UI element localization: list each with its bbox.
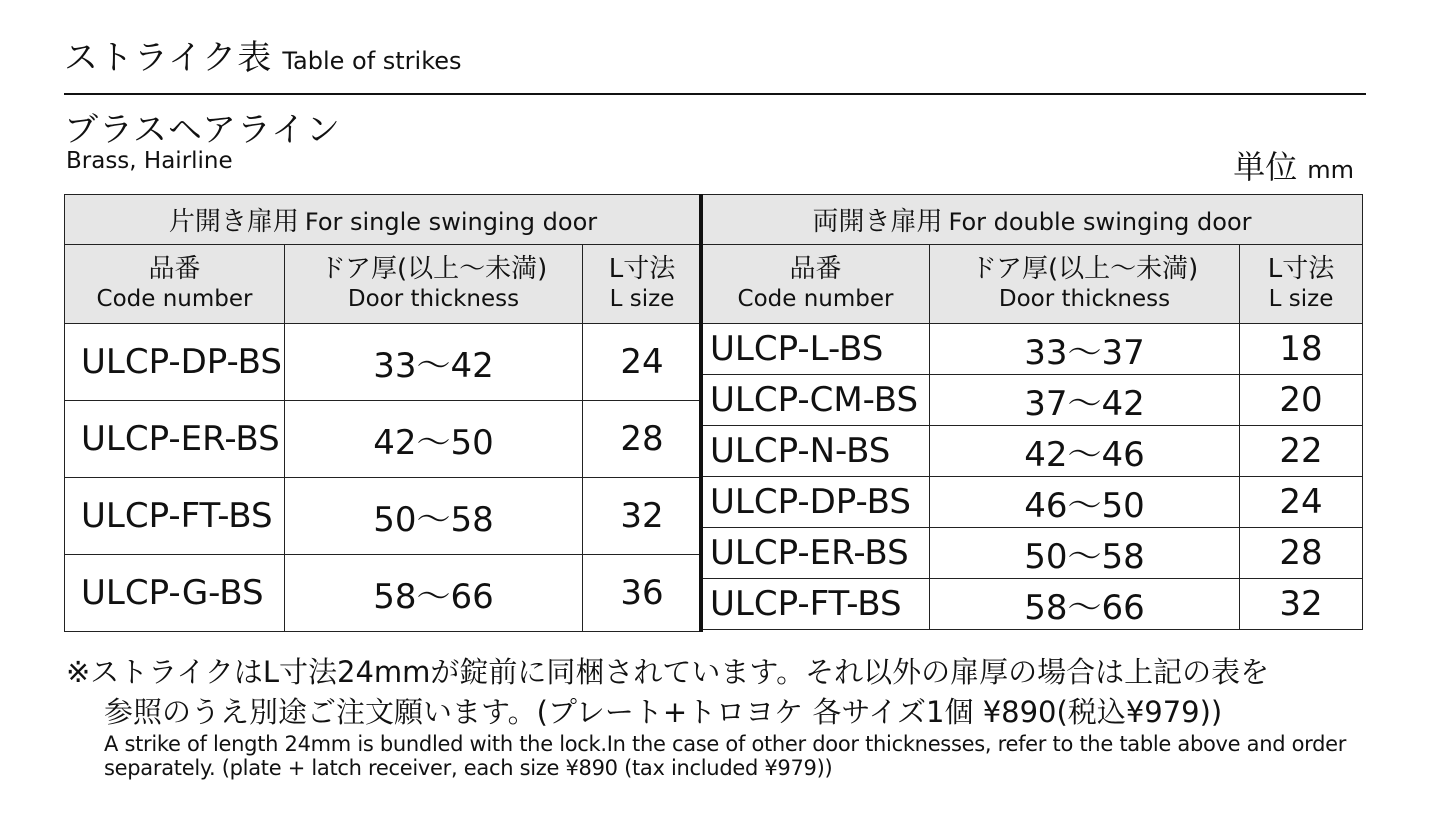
table-row [65,401,702,478]
thickness-cell: 46〜50 [930,477,1240,528]
table-row [702,324,1363,375]
code-cell: ULCP-ER-BS [702,528,930,579]
col-header-lsize [583,245,702,324]
code-cell: ULCP-DP-BS [65,324,285,401]
lsize-cell: 28 [1240,528,1363,579]
thickness-cell: 58〜66 [285,555,583,632]
thickness-cell: 50〜58 [285,478,583,555]
table-row [702,426,1363,477]
unit-en: mm [1307,156,1354,184]
col-thickness-en: Door thickness [998,286,1171,312]
note-jp-line1: ※ストライクはL寸法24mmが錠前に同梱されています。それ以外の扉厚の場合は上記の表を [66,655,1270,689]
code-cell: ULCP-N-BS [702,426,930,477]
col-lsize-en: L size [609,286,675,312]
unit-label [1233,142,1354,188]
double-door-table [701,194,1363,630]
single-heading-jp: 片開き扉用 [168,207,299,237]
thickness-cell: 37〜42 [930,375,1240,426]
single-door-table [64,194,702,632]
col-thickness-jp: ドア厚(以上〜未満) [319,254,548,284]
table-row [702,375,1363,426]
thickness-cell: 58〜66 [930,579,1240,630]
col-header-code [65,245,285,324]
col-code-en: Code number [737,286,894,312]
thickness-cell: 42〜46 [930,426,1240,477]
lsize-cell: 32 [583,478,702,555]
finish-heading-en: Brass, Hairline [66,148,233,174]
col-header-code [702,245,930,324]
table-row [65,324,702,401]
table-row [702,477,1363,528]
col-header-thickness [285,245,583,324]
double-heading-jp: 両開き扉用 [812,207,943,237]
code-cell: ULCP-G-BS [65,555,285,632]
code-cell: ULCP-FT-BS [702,579,930,630]
double-door-heading [702,195,1363,245]
col-code-jp: 品番 [789,254,842,284]
lsize-cell: 24 [1240,477,1363,528]
code-cell: ULCP-L-BS [702,324,930,375]
lsize-cell: 18 [1240,324,1363,375]
col-lsize-jp: L寸法 [1267,254,1335,284]
page-title [64,30,462,79]
title-jp: ストライク表 [64,38,273,78]
single-door-heading [65,195,702,245]
title-en: Table of strikes [282,47,462,75]
thickness-cell: 33〜37 [930,324,1240,375]
table-row [65,555,702,632]
finish-heading-jp: ブラスヘアライン [64,110,341,150]
code-cell: ULCP-ER-BS [65,401,285,478]
table-divider [699,194,703,632]
col-header-thickness [930,245,1240,324]
unit-jp: 単位 [1233,148,1298,186]
col-thickness-jp: ドア厚(以上〜未満) [970,254,1199,284]
code-cell: ULCP-FT-BS [65,478,285,555]
table-row [702,528,1363,579]
single-heading-en: For single swinging door [304,208,598,236]
col-lsize-en: L size [1268,286,1334,312]
table-row [65,478,702,555]
col-code-jp: 品番 [148,254,201,284]
col-code-en: Code number [96,286,253,312]
lsize-cell: 28 [583,401,702,478]
code-cell: ULCP-DP-BS [702,477,930,528]
col-header-lsize [1240,245,1363,324]
lsize-cell: 36 [583,555,702,632]
lsize-cell: 20 [1240,375,1363,426]
double-heading-en: For double swinging door [948,208,1252,236]
lsize-cell: 22 [1240,426,1363,477]
thickness-cell: 50〜58 [930,528,1240,579]
col-thickness-en: Door thickness [347,286,520,312]
col-lsize-jp: L寸法 [608,254,676,284]
thickness-cell: 42〜50 [285,401,583,478]
note-en: A strike of length 24mm is bundled with the lock.In the case of other door thicknesses, refer to the table above and order separately. (plate + latch receiver, each size ¥890 (tax included ¥979)) [104,732,1347,780]
lsize-cell: 24 [583,324,702,401]
code-cell: ULCP-CM-BS [702,375,930,426]
note-jp-line2: 参照のうえ別途ご注文願います。(プレート+トロヨケ 各サイズ1個 ¥890(税込¥979)) [104,695,1223,729]
table-row [702,579,1363,630]
title-divider [64,93,1366,95]
lsize-cell: 32 [1240,579,1363,630]
thickness-cell: 33〜42 [285,324,583,401]
